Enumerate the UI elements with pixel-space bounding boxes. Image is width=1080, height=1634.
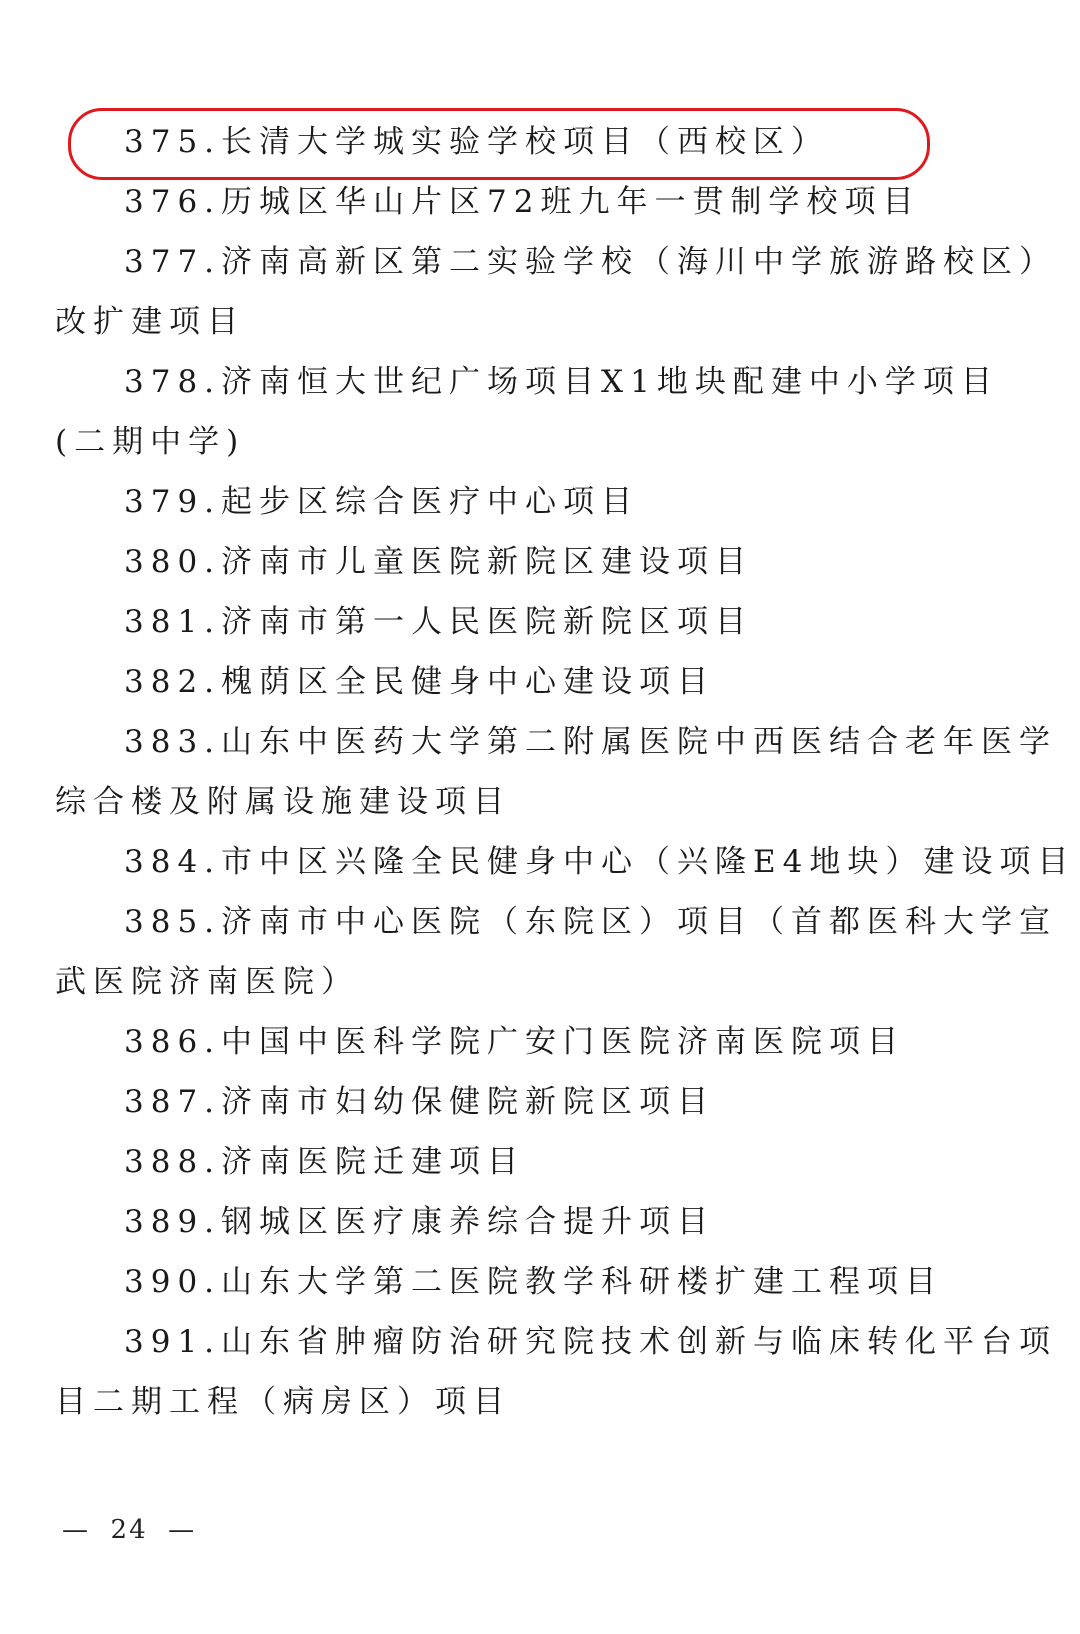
list-item-378-continued: (二期中学): [55, 424, 246, 460]
list-item-391-continued: 目二期工程（病房区）项目: [55, 1384, 511, 1420]
list-item-388: 388.济南医院迁建项目: [124, 1144, 526, 1180]
list-item-383-continued: 综合楼及附属设施建设项目: [55, 784, 511, 820]
list-item-390: 390.山东大学第二医院教学科研楼扩建工程项目: [124, 1264, 944, 1300]
list-item-383: 383.山东中医药大学第二附属医院中西医结合老年医学: [124, 724, 1058, 760]
list-item-391: 391.山东省肿瘤防治研究院技术创新与临床转化平台项: [124, 1324, 1058, 1360]
list-item-384: 384.市中区兴隆全民健身中心（兴隆E4地块）建设项目: [124, 844, 1076, 880]
list-item-386: 386.中国中医科学院广安门医院济南医院项目: [124, 1024, 906, 1060]
list-item-375: 375.长清大学城实验学校项目（西校区）: [124, 124, 830, 160]
list-item-382: 382.槐荫区全民健身中心建设项目: [124, 664, 716, 700]
list-item-380: 380.济南市儿童医院新院区建设项目: [124, 544, 754, 580]
list-item-378: 378.济南恒大世纪广场项目X1地块配建中小学项目: [124, 364, 999, 400]
list-item-379: 379.起步区综合医疗中心项目: [124, 484, 640, 520]
list-item-385-continued: 武医院济南医院）: [55, 964, 359, 1000]
list-item-377: 377.济南高新区第二实验学校（海川中学旅游路校区）: [124, 244, 1058, 280]
list-item-376: 376.历城区华山片区72班九年一贯制学校项目: [124, 184, 921, 220]
list-item-377-continued: 改扩建项目: [55, 304, 245, 340]
list-item-389: 389.钢城区医疗康养综合提升项目: [124, 1204, 716, 1240]
list-item-381: 381.济南市第一人民医院新院区项目: [124, 604, 754, 640]
list-item-385: 385.济南市中心医院（东院区）项目（首都医科大学宣: [124, 904, 1058, 940]
list-item-387: 387.济南市妇幼保健院新院区项目: [124, 1084, 716, 1120]
page-number: — 24 —: [62, 1515, 197, 1545]
